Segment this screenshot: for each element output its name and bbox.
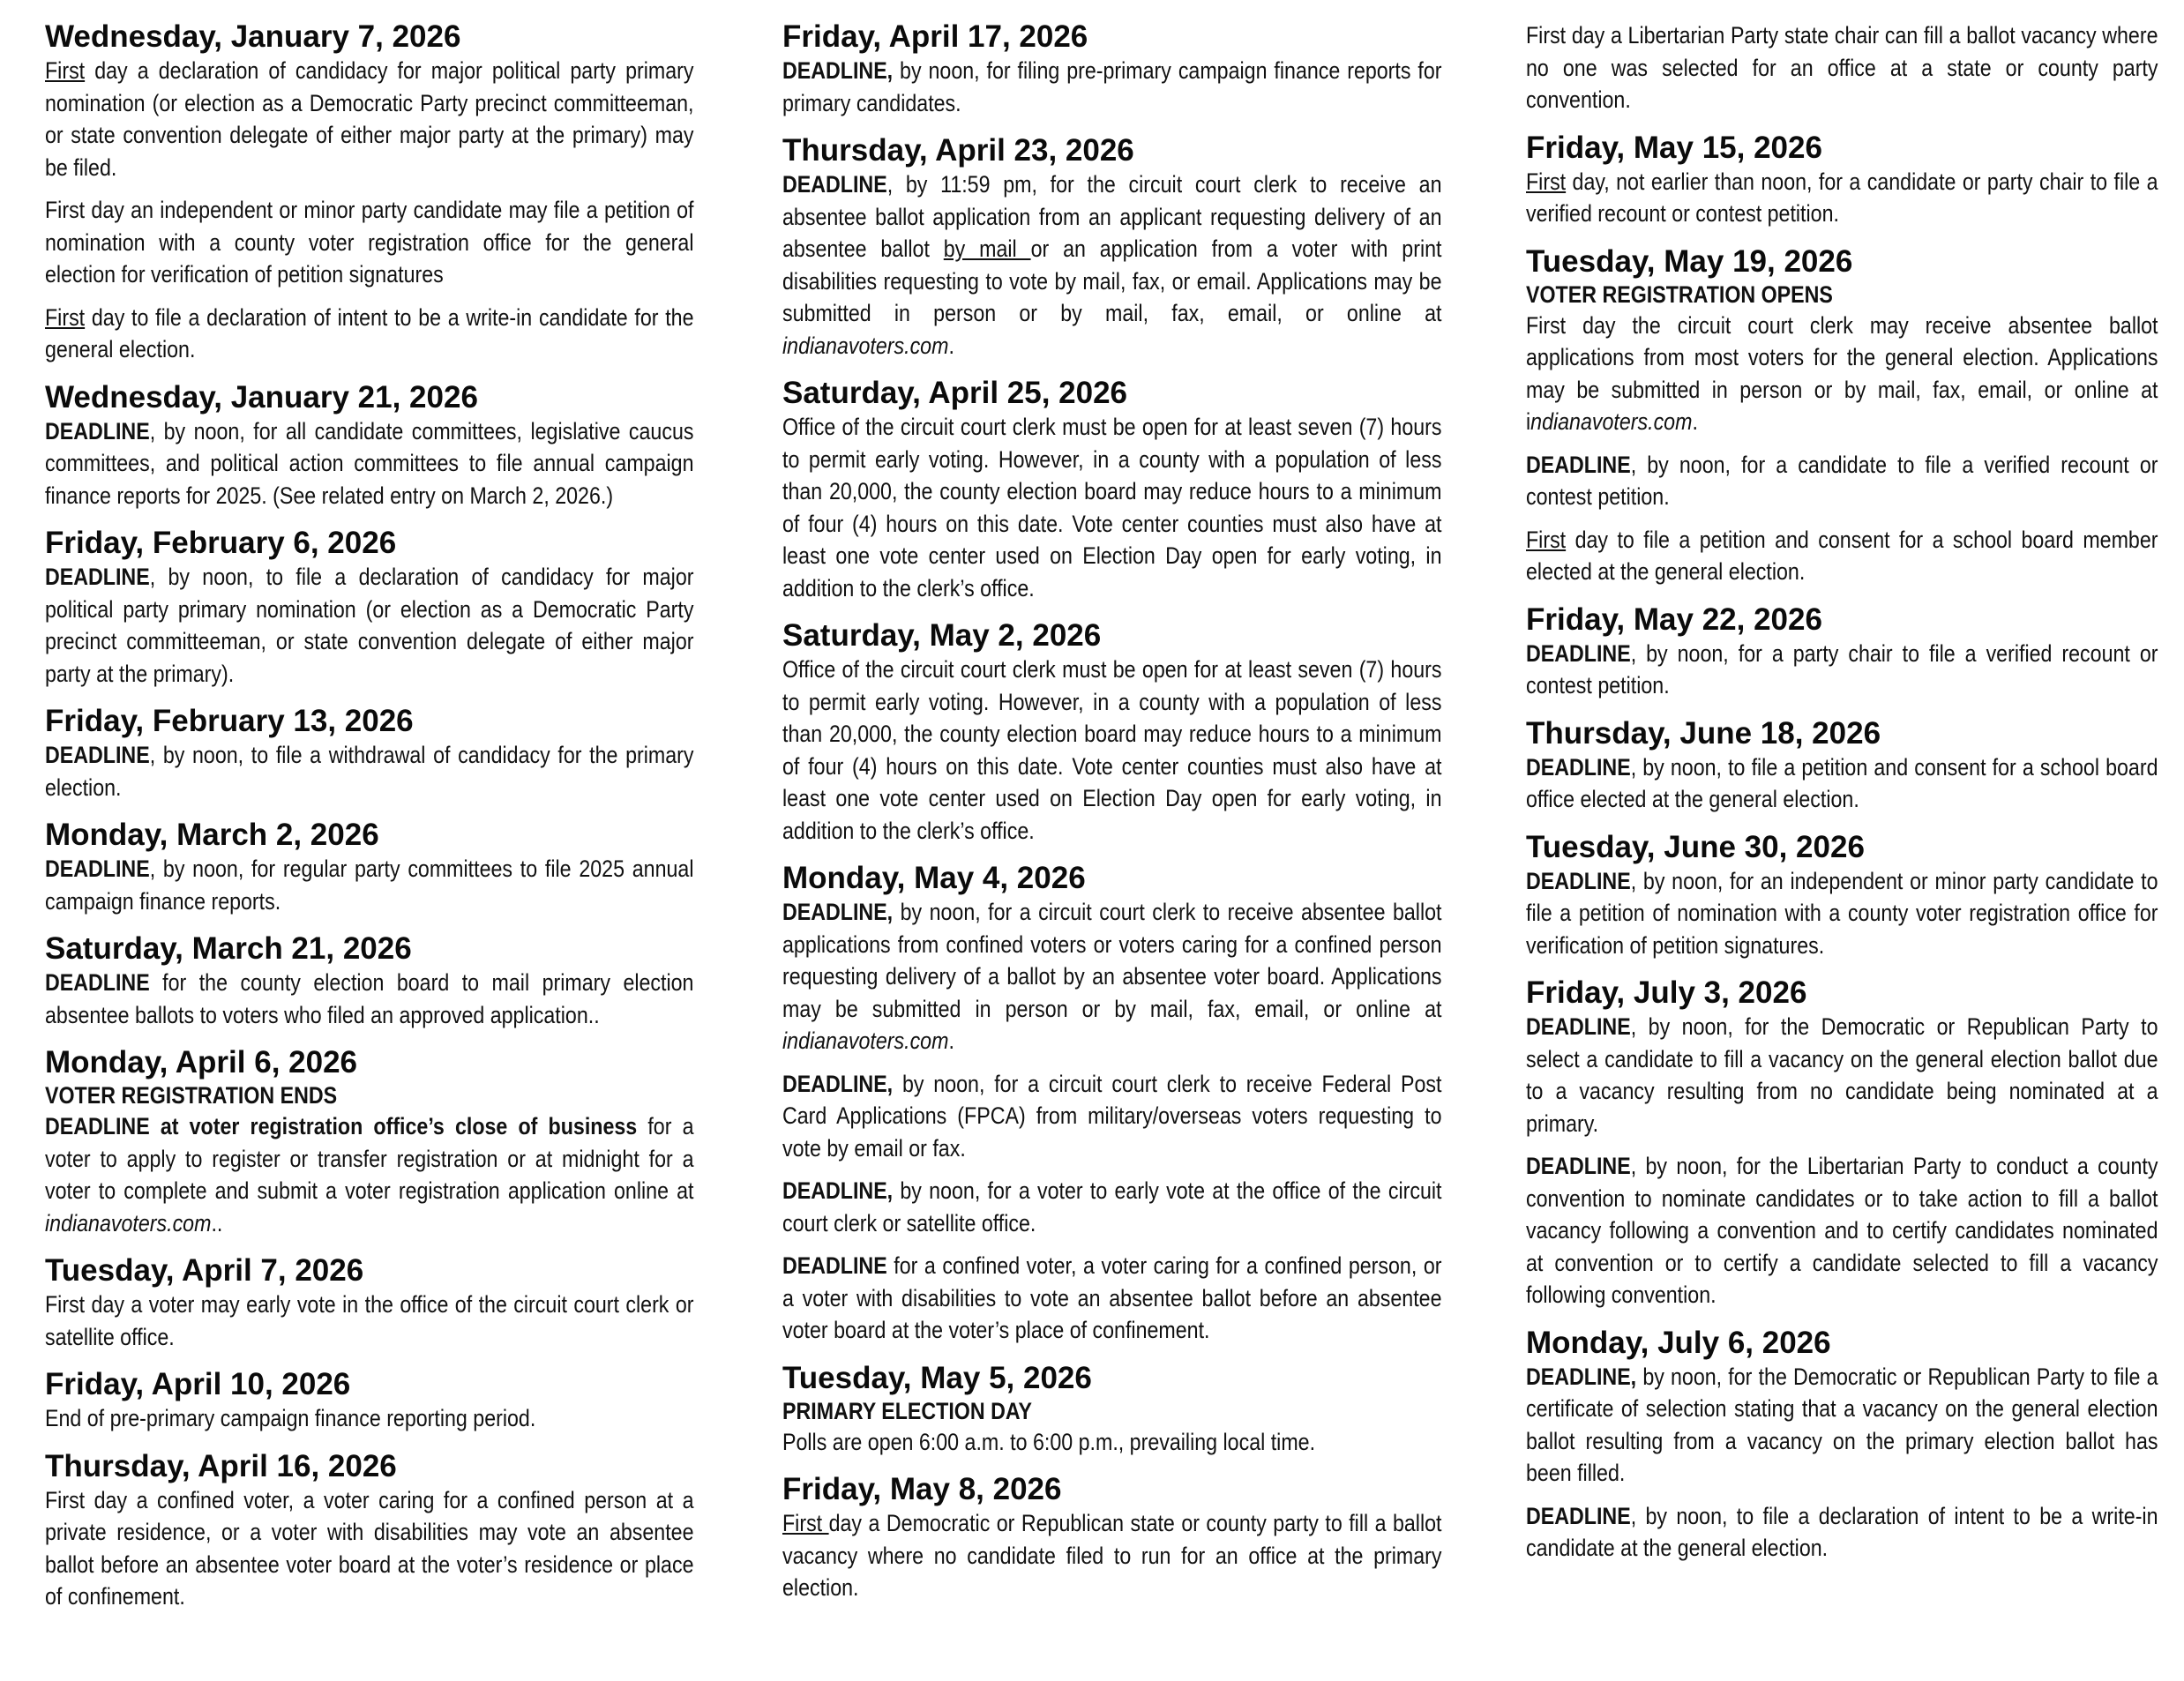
text-run: , by noon, for the Libertarian Party to conduct a county convention to nominate candidates or to take action to fill a ballot vacancy following a convention and to certify candidates nominated at convention or to certify a candidate selected to fill a vacancy following convention. — [1526, 1153, 2158, 1308]
website-text: indianavoters.com — [782, 332, 949, 359]
text-run: day to file a declaration of intent to be a write-in candidate for the general election. — [45, 303, 694, 362]
calendar-entry — [45, 19, 694, 366]
entry-date: Tuesday, June 30, 2026 — [1526, 829, 1865, 864]
entry-paragraph — [45, 1484, 693, 1613]
text-run: , by noon, for regular party committees to file 2025 annual campaign finance reports. — [45, 855, 694, 915]
entry-date: Monday, March 2, 2026 — [45, 818, 379, 852]
deadline-label: DEADLINE — [1526, 1502, 1631, 1529]
entry-date: Friday, April 17, 2026 — [782, 19, 1088, 54]
text-run: Office of the circuit court clerk must be open for at least seven (7) hours to permit early voting. However, in a county with a population of less than 20,000, the county election board may reduce hours to a minimum of four (4) hours on this date. Vote center counties must also have at least one vote center used on Election Day open for early voting, in addition to the clerk’s office. — [782, 656, 1442, 844]
calendar-entry — [782, 133, 1442, 362]
deadline-label: DEADLINE, — [782, 1177, 894, 1204]
entry-paragraph — [45, 415, 693, 512]
text-run: , by noon, for an independent or minor party candidate to file a petition of nomination with a county voter registration office for verification of petition signatures. — [1526, 867, 2158, 959]
deadline-label: DEADLINE — [45, 855, 150, 882]
entry-paragraph — [45, 1289, 693, 1353]
column-3 — [1526, 19, 2158, 1579]
deadline-label: DEADLINE — [1526, 867, 1631, 894]
entry-paragraph — [1526, 19, 2158, 116]
text-run: or an application from a voter with print disabilities requesting to vote by mail, fax, or email. Applications may be submitted in person or by mail, fax, email, or online at — [782, 235, 1442, 326]
deadline-label: DEADLINE — [782, 171, 887, 198]
entry-paragraph — [782, 168, 1441, 362]
entry-paragraph — [782, 1507, 1441, 1604]
entry-paragraph — [782, 1426, 1441, 1459]
calendar-entry — [45, 818, 694, 917]
entry-paragraph — [782, 1175, 1441, 1239]
text-run: Polls are open 6:00 a.m. to 6:00 p.m., prevailing local time. — [782, 1428, 1316, 1455]
calendar-entry — [1526, 19, 2158, 116]
calendar-entry — [782, 376, 1442, 604]
entry-paragraph — [45, 194, 693, 291]
calendar-entry — [782, 618, 1442, 847]
underlined-text: First — [1526, 168, 1567, 195]
entry-date: Wednesday, January 21, 2026 — [45, 379, 478, 415]
calendar-entry — [45, 1449, 694, 1613]
entry-date: Saturday, March 21, 2026 — [45, 931, 412, 966]
text-run: , by noon, for a candidate to file a verified recount or contest petition. — [1526, 451, 2158, 510]
entry-paragraph — [45, 1110, 693, 1239]
entry-date: Friday, May 15, 2026 — [1526, 130, 1822, 165]
calendar-entry — [45, 526, 694, 690]
deadline-label: DEADLINE — [45, 969, 150, 996]
calendar-entry — [1526, 602, 2158, 702]
entry-date: Monday, July 6, 2026 — [1526, 1325, 1831, 1360]
deadline-label: DEADLINE, — [782, 899, 894, 925]
entry-date: Wednesday, January 7, 2026 — [45, 19, 461, 54]
deadline-label: DEADLINE — [782, 1252, 887, 1279]
entry-date: Tuesday, May 19, 2026 — [1526, 243, 1853, 279]
entry-paragraph — [782, 55, 1441, 119]
deadline-label: DEADLINE — [1526, 753, 1631, 781]
text-run: First day the circuit court clerk may receive absentee ballot applications from most voters for the general election. Applications may be submitted in person or by mail, fax, email, or online at i — [1526, 311, 2158, 435]
text-run: for a voter to apply to register or transfer registration or at midnight for a voter to complete and submit a voter registration application online at — [45, 1113, 694, 1204]
deadline-label: DEADLINE, — [782, 1070, 894, 1097]
text-run: First day an independent or minor party candidate may file a petition of nomination with a county voter registration office for the general election for verification of petition signatures — [45, 197, 694, 288]
calendar-entry — [1526, 1326, 2158, 1565]
text-run: , by noon, to file a declaration of intent to be a write-in candidate at the general election. — [1526, 1502, 2158, 1561]
entry-date: Thursday, June 18, 2026 — [1526, 715, 1881, 751]
deadline-label: DEADLINE — [1526, 1013, 1631, 1040]
deadline-label: DEADLINE at voter registration office’s close of business — [45, 1113, 638, 1139]
entry-paragraph — [1526, 524, 2158, 588]
text-run: , by noon, for all candidate committees, legislative caucus committees, and political action committees to file annual campaign finance reports for 2025. (See related entry on March 2, 2026.) — [45, 417, 694, 509]
entry-date: Friday, July 3, 2026 — [1526, 975, 1807, 1010]
text-run: , by noon, for the Democratic or Republican Party to select a candidate to fill a vacancy on the general election ballot due to a vacancy resulting from no candidate being nominated at a primary. — [1526, 1013, 2158, 1137]
calendar-entry — [782, 1361, 1442, 1459]
underlined-text: by mail — [943, 235, 1031, 262]
text-run: , by noon, to file a petition and consent for a school board office elected at the general election. — [1526, 753, 2158, 812]
entry-paragraph — [1526, 865, 2158, 962]
entry-paragraph — [782, 654, 1441, 847]
calendar-entry — [1526, 716, 2158, 816]
deadline-label: DEADLINE, — [782, 57, 894, 84]
entry-subheading: VOTER REGISTRATION ENDS — [45, 1082, 338, 1109]
text-run: , by noon, to file a withdrawal of candidacy for the primary election. — [45, 742, 694, 801]
underlined-text: First — [782, 1510, 829, 1536]
entry-paragraph — [1526, 1150, 2158, 1311]
text-run: First day a voter may early vote in the office of the circuit court clerk or satellite office. — [45, 1291, 694, 1350]
calendar-entry — [782, 19, 1442, 119]
underlined-text: First — [45, 57, 86, 84]
entry-paragraph — [45, 561, 693, 690]
entry-paragraph — [1526, 166, 2158, 230]
calendar-entry — [1526, 975, 2158, 1311]
text-run: , by noon, for a party chair to file a verified recount or contest petition. — [1526, 639, 2158, 699]
text-run: . — [948, 332, 954, 359]
column-2 — [782, 19, 1442, 1618]
entry-paragraph — [1526, 1500, 2158, 1565]
deadline-label: DEADLINE, — [1526, 1363, 1637, 1390]
column-1 — [45, 19, 694, 1627]
entry-paragraph — [782, 896, 1441, 1057]
text-run: day, not earlier than noon, for a candidate or party chair to file a verified recount or contest petition. — [1526, 168, 2158, 227]
underlined-text: First — [45, 303, 86, 331]
calendar-entry — [782, 1472, 1442, 1604]
entry-paragraph — [1526, 638, 2158, 702]
text-run: for the county election board to mail primary election absentee ballots to voters who filed an approved application.. — [45, 969, 694, 1028]
calendar-entry — [45, 1045, 694, 1239]
calendar-entry — [45, 931, 694, 1031]
calendar-entry — [45, 1367, 694, 1435]
entry-paragraph — [1526, 449, 2158, 513]
entry-paragraph — [782, 411, 1441, 604]
website-text: ndianavoters.com — [1530, 408, 1693, 435]
deadline-label: DEADLINE — [1526, 451, 1631, 478]
entry-date: Thursday, April 23, 2026 — [782, 133, 1134, 168]
text-run: for a confined voter, a voter caring for a confined person, or a voter with disabilities to vote an absentee ballot before an absentee voter board at the voter’s place of confinement. — [782, 1252, 1442, 1343]
text-run: .. — [211, 1209, 223, 1236]
entry-date: Monday, May 4, 2026 — [782, 861, 1086, 895]
entry-subheading: VOTER REGISTRATION OPENS — [1526, 280, 1833, 308]
entry-date: Thursday, April 16, 2026 — [45, 1448, 397, 1483]
calendar-entry — [45, 380, 694, 512]
entry-date: Saturday, May 2, 2026 — [782, 618, 1102, 653]
calendar-entry — [1526, 131, 2158, 230]
text-run: First day a Libertarian Party state chair can fill a ballot vacancy where no one was selected for an office at a state or county party convention. — [1526, 22, 2158, 113]
entry-date: Friday, April 10, 2026 — [45, 1367, 351, 1401]
entry-paragraph — [45, 302, 693, 366]
entry-date: Monday, April 6, 2026 — [45, 1045, 357, 1080]
entry-date: Tuesday, May 5, 2026 — [782, 1360, 1092, 1395]
deadline-label: DEADLINE — [45, 742, 150, 768]
entry-paragraph — [45, 853, 693, 917]
entry-paragraph — [45, 739, 693, 803]
entry-date: Friday, February 13, 2026 — [45, 704, 414, 738]
website-text: indianavoters.com — [45, 1209, 212, 1236]
entry-paragraph — [1526, 1011, 2158, 1139]
calendar-entry — [1526, 244, 2158, 588]
entry-paragraph — [45, 967, 693, 1031]
calendar-entry — [1526, 830, 2158, 962]
text-run: day to file a petition and consent for a school board member elected at the general election. — [1526, 526, 2158, 585]
calendar-entry — [782, 861, 1442, 1347]
deadline-label: DEADLINE — [1526, 1153, 1631, 1179]
text-run: First day a confined voter, a voter caring for a confined person at a private residence, or a voter with disabilities may vote an absentee ballot before an absentee voter board at the voter’s residence or place of confinement. — [45, 1486, 694, 1610]
underlined-text: First — [1526, 526, 1567, 553]
deadline-label: DEADLINE — [1526, 639, 1631, 667]
text-run: day a Democratic or Republican state or county party to fill a ballot vacancy where no candidate filed to run for an office at the primary election. — [782, 1510, 1442, 1601]
text-run: , by 11:59 pm, for the circuit court clerk to receive an absentee ballot application from an applicant requesting delivery of an absentee ballot — [782, 171, 1442, 262]
text-run: End of pre-primary campaign finance reporting period. — [45, 1405, 536, 1431]
deadline-label: DEADLINE — [45, 417, 150, 445]
text-run: Office of the circuit court clerk must be open for at least seven (7) hours to permit early voting. However, in a county with a population of less than 20,000, the county election board may reduce hours to a minimum of four (4) hours on this date. Vote center counties must also have at least one vote center used on Election Day open for early voting, in addition to the clerk’s office. — [782, 414, 1442, 601]
text-run: day a declaration of candidacy for major political party primary nomination (or election as a Democratic Party precinct committeeman, or state convention delegate of either major party at the primary) may be filed. — [45, 57, 694, 181]
website-text: indianavoters.com — [782, 1027, 949, 1054]
entry-date: Friday, February 6, 2026 — [45, 526, 397, 560]
deadline-label: DEADLINE — [45, 564, 150, 590]
text-run: . — [948, 1027, 954, 1054]
text-run: by noon, for a circuit court clerk to receive Federal Post Card Applications (FPCA) from military/overseas voters requesting to vote by email or fax. — [782, 1070, 1442, 1162]
text-run: by noon, for filing pre-primary campaign finance reports for primary candidates. — [782, 57, 1442, 116]
entry-paragraph — [782, 1250, 1441, 1347]
entry-subheading: PRIMARY ELECTION DAY — [782, 1397, 1032, 1424]
entry-date: Friday, May 8, 2026 — [782, 1472, 1062, 1506]
calendar-entry — [45, 704, 694, 803]
text-run: by noon, for the Democratic or Republican Party to file a certificate of selection stating that a vacancy on the general election ballot resulting from a vacancy on the primary election ballot has been filled. — [1526, 1363, 2158, 1486]
entry-paragraph — [782, 1068, 1441, 1165]
entry-date: Tuesday, April 7, 2026 — [45, 1253, 364, 1288]
entry-date: Saturday, April 25, 2026 — [782, 376, 1128, 410]
text-run: , by noon, to file a declaration of candidacy for major political party primary nomination (or election as a Democratic Party precinct committeeman, or state convention delegate of either major party at the primary). — [45, 564, 694, 687]
entry-paragraph — [45, 1402, 693, 1435]
entry-paragraph — [1526, 310, 2158, 438]
entry-date: Friday, May 22, 2026 — [1526, 601, 1822, 637]
text-run: by noon, for a circuit court clerk to receive absentee ballot applications from confined voters or voters caring for a confined person requesting delivery of a ballot by an absentee voter board. Applications may be submitted in person or by mail, fax, email, or online at — [782, 899, 1442, 1022]
entry-paragraph — [1526, 751, 2158, 816]
entry-paragraph — [1526, 1361, 2158, 1490]
text-run: by noon, for a voter to early vote at the office of the circuit court clerk or satellite office. — [782, 1177, 1442, 1236]
calendar-entry — [45, 1253, 694, 1353]
text-run: . — [1692, 408, 1698, 435]
entry-paragraph — [45, 55, 693, 183]
